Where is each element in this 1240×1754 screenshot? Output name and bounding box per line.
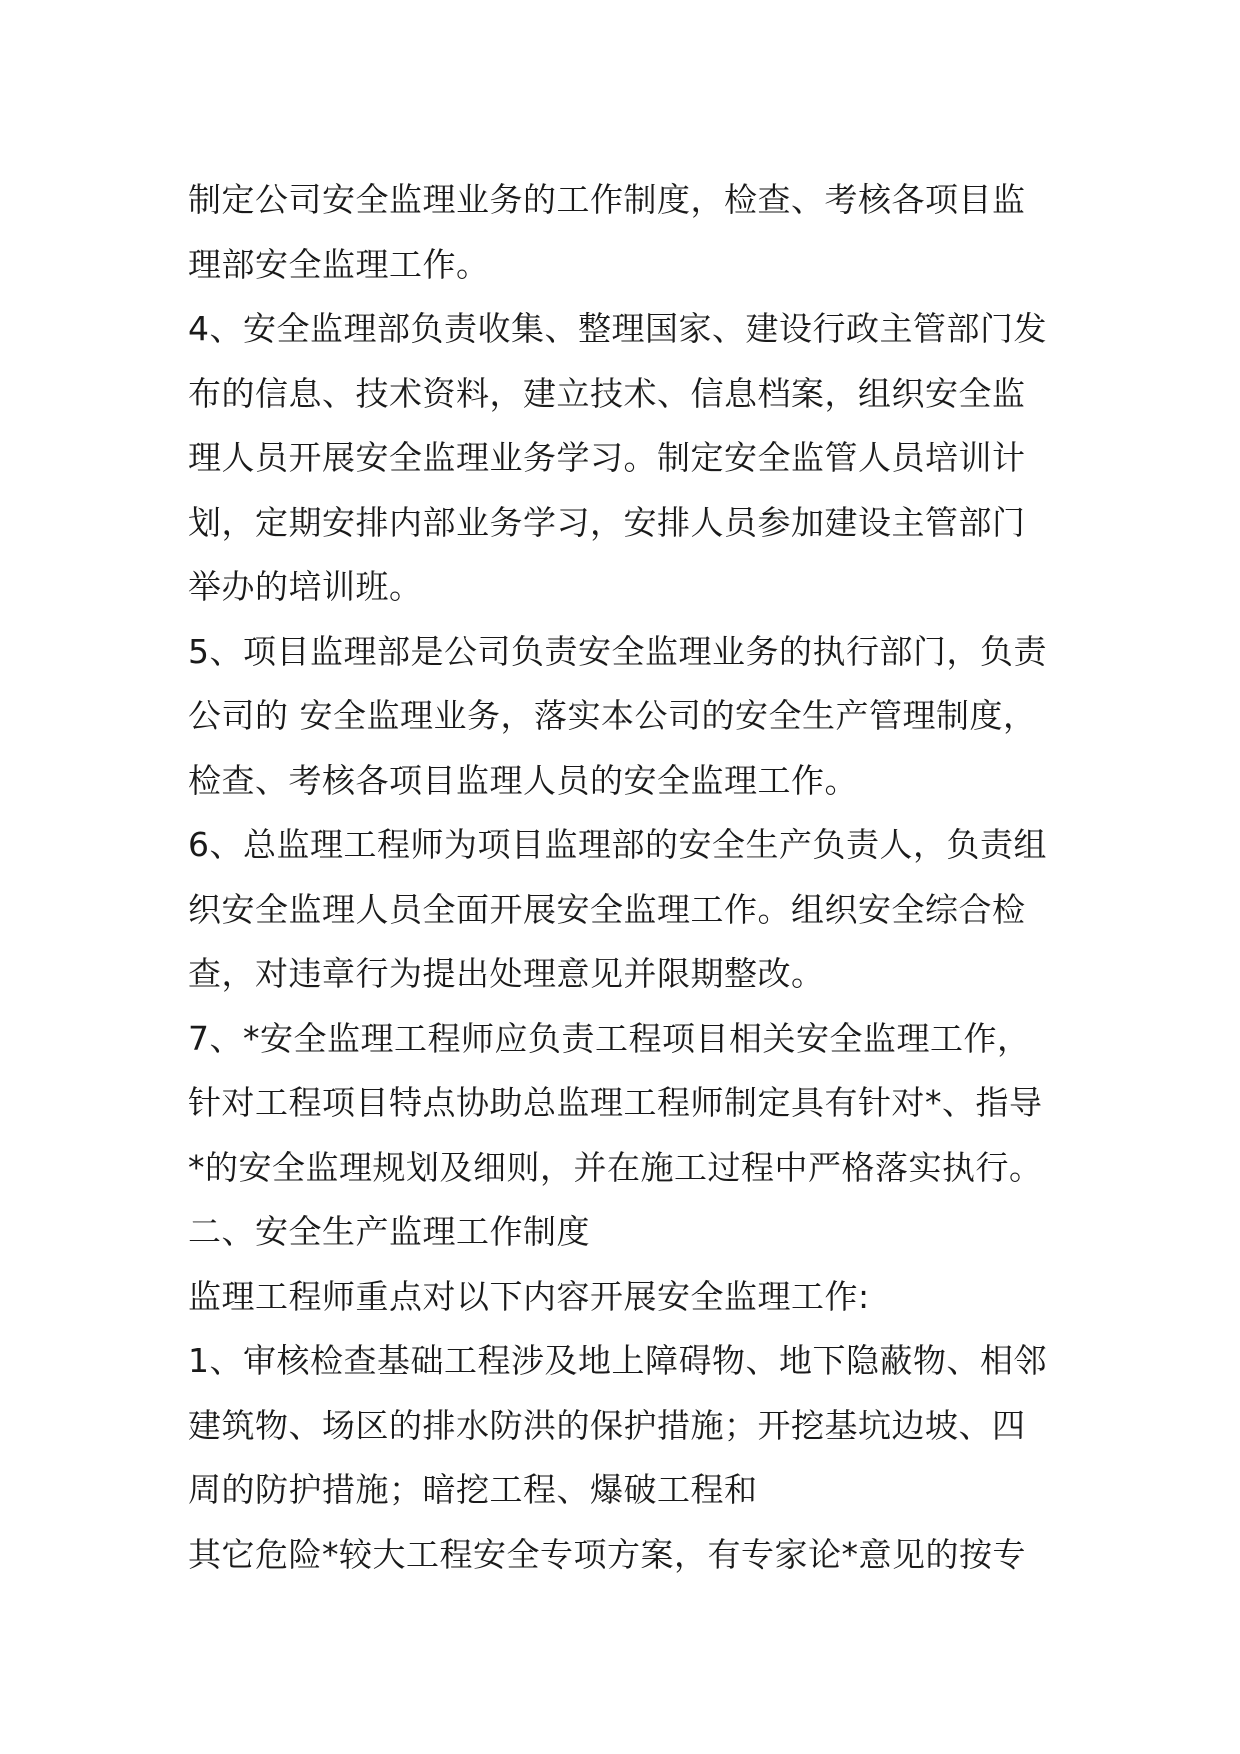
section-heading: 二、安全生产监理工作制度 (188, 1212, 590, 1251)
text-line: 周的防护措施；暗挖工程、爆破工程和 (188, 1470, 758, 1509)
text-line: 针对工程项目特点协助总监理工程师制定具有针对*、指导 (188, 1083, 1043, 1122)
text-line: 其它危险*较大工程安全专项方案，有专家论*意见的按专 (188, 1534, 1026, 1574)
text-line: 划，定期安排内部业务学习，安排人员参加建设主管部门 (188, 502, 1026, 542)
text-line: 4、安全监理部负责收集、整理国家、建设行政主管部门发 (188, 309, 1047, 348)
text-line: 织安全监理人员全面开展安全监理工作。组织安全综合检 (188, 889, 1026, 929)
text-line: 布的信息、技术资料，建立技术、信息档案，组织安全监 (188, 373, 1026, 413)
text-line: 理部安全监理工作。 (188, 244, 490, 284)
text-line: 制定公司安全监理业务的工作制度，检查、考核各项目监 (188, 180, 1026, 219)
text-line: 7、*安全监理工程师应负责工程项目相关安全监理工作， (188, 1018, 1031, 1058)
text-line: *的安全监理规划及细则，并在施工过程中严格落实执行。 (188, 1147, 1043, 1187)
text-line: 公司的 安全监理业务，落实本公司的安全生产管理制度， (188, 696, 1037, 735)
text-line: 检查、考核各项目监理人员的安全监理工作。 (188, 760, 858, 800)
text-line: 理人员开展安全监理业务学习。制定安全监管人员培训计 (188, 438, 1026, 477)
text-line: 监理工程师重点对以下内容开展安全监理工作: (188, 1276, 870, 1316)
text-line: 6、总监理工程师为项目监理部的安全生产负责人，负责组 (188, 825, 1047, 864)
document-body (188, 168, 1060, 1587)
text-line: 建筑物、场区的排水防洪的保护措施；开挖基坑边坡、四 (188, 1405, 1026, 1445)
text-line: 5、项目监理部是公司负责安全监理业务的执行部门，负责 (188, 631, 1047, 671)
text-line: 查，对违章行为提出处理意见并限期整改。 (188, 954, 825, 993)
text-line: 1、审核检查基础工程涉及地上障碍物、地下隐蔽物、相邻 (188, 1341, 1047, 1380)
text-line: 举办的培训班。 (188, 567, 423, 606)
